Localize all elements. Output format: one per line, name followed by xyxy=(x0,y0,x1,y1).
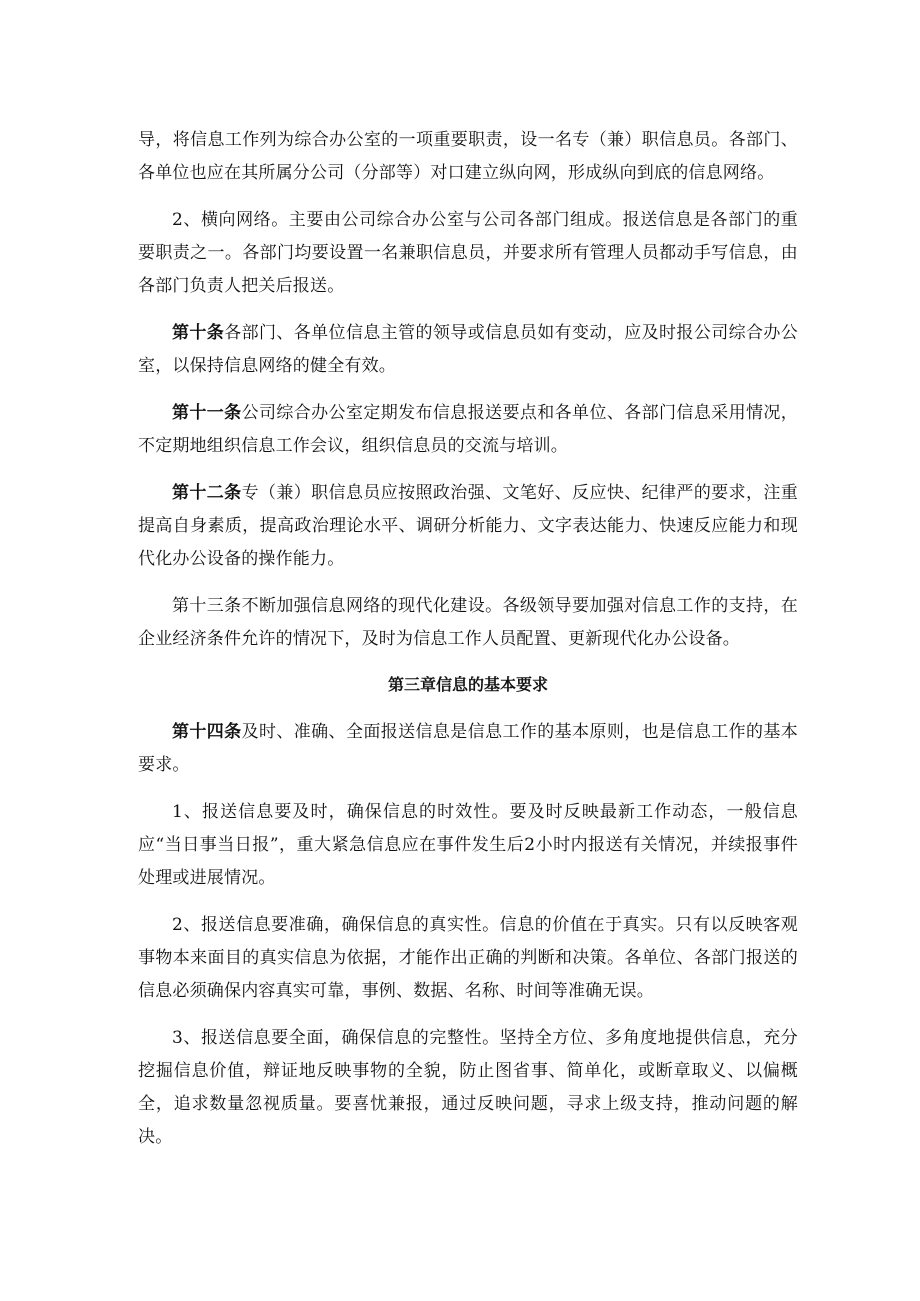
paragraph-horizontal-network: 2、横向网络。主要由公司综合办公室与公司各部门组成。报送信息是各部门的重要职责之一。各部门均要设置一名兼职信息员，并要求所有管理人员都动手写信息，由各部门负责人把关后报送。 xyxy=(138,210,798,296)
article-14-label: 第十四条 xyxy=(172,722,242,742)
article-12 xyxy=(138,477,798,576)
article-12-label: 第十二条 xyxy=(172,483,242,503)
article-13: 第十三条不断加强信息网络的现代化建设。各级领导要加强对信息工作的支持，在企业经济条件允许的情况下，及时为信息工作人员配置、更新现代化办公设备。 xyxy=(138,596,798,649)
article-11-label: 第十一条 xyxy=(172,403,242,423)
article-10 xyxy=(138,317,798,383)
requirement-accurate: 2、报送信息要准确，确保信息的真实性。信息的价值在于真实。只有以反映客观事物本来面目的真实信息为依据，才能作出正确的判断和决策。各单位、各部门报送的信息必须确保内容真实可靠，事例、数据、名称、时间等准确无误。 xyxy=(138,915,798,1001)
article-10-text: 各部门、各单位信息主管的领导或信息员如有变动，应及时报公司综合办公室，以保持信息网络的健全有效。 xyxy=(138,323,798,376)
paragraph-continuation: 导，将信息工作列为综合办公室的一项重要职责，设一名专（兼）职信息员。各部门、各单位也应在其所属分公司（分部等）对口建立纵向网，形成纵向到底的信息网络。 xyxy=(138,130,798,183)
article-10-label: 第十条 xyxy=(172,323,225,343)
article-11-text: 公司综合办公室定期发布信息报送要点和各单位、各部门信息采用情况，不定期地组织信息工作会议，组织信息员的交流与培训。 xyxy=(138,403,798,456)
requirement-timely: 1、报送信息要及时，确保信息的时效性。要及时反映最新工作动态，一般信息应“当日事当日报”，重大紧急信息应在事件发生后2小时内报送有关情况，并续报事件处理或进展情况。 xyxy=(138,802,798,888)
article-11 xyxy=(138,397,798,463)
document-body xyxy=(138,124,798,1168)
article-14 xyxy=(138,716,798,782)
chapter-heading: 第三章信息的基本要求 xyxy=(387,675,548,694)
article-12-text: 专（兼）职信息员应按照政治强、文笔好、反应快、纪律严的要求，注重提高自身素质，提高政治理论水平、调研分析能力、文字表达能力、快速反应能力和现代化办公设备的操作能力。 xyxy=(138,483,798,569)
article-14-text: 及时、准确、全面报送信息是信息工作的基本原则，也是信息工作的基本要求。 xyxy=(138,722,798,775)
requirement-complete: 3、报送信息要全面，确保信息的完整性。坚持全方位、多角度地提供信息，充分挖掘信息价值，辩证地反映事物的全貌，防止图省事、简单化，或断章取义、以偏概全，追求数量忽视质量。要喜忧兼报，通过反映问题，寻求上级支持，推动问题的解决。 xyxy=(138,1028,798,1147)
